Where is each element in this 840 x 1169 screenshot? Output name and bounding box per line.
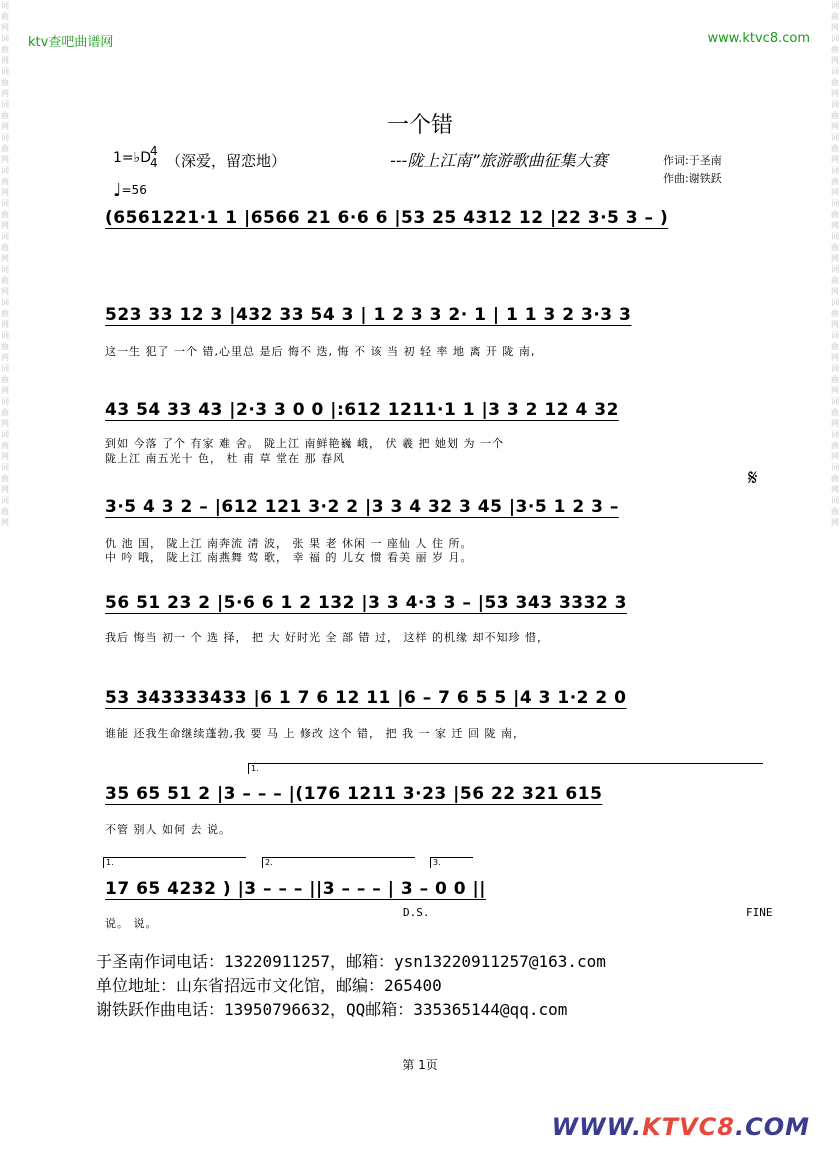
contact-composer: 谢铁跃作曲电话：13950796632，QQ邮箱：335365144@qq.com [96,1000,568,1019]
notation-line-5: 56 51 23 2 |5·6 6 1 2 132 |3 3 4·3 3 – |53 343 3332 3 [105,593,628,613]
volta-first-ending: 1. [248,763,763,774]
page-number: 第 1页 [402,1058,438,1072]
lyric-line-3b: 陇上江 南五光十 色， 杜 甫 草 堂在 那 春风 [105,452,345,465]
meter-top: 4 [150,144,158,158]
lyric-line-5: 我后 悔当 初一 个 选 择， 把 大 好时光 全 部 错 过， 这样 的机缘 却不知珍 惜， [105,631,549,644]
fine-marking: FINE [746,906,773,919]
segno-sign: 𝄋 [748,466,758,491]
logo-prefix: WWW. [551,1113,643,1141]
contact-address: 单位地址：山东省招远市文化馆，邮编：265400 [96,976,442,995]
lyric-line-7: 不管 别人 如何 去 说。 [105,823,231,836]
logo-suffix: .COM [734,1113,810,1141]
watermark-left: 词曲网词曲网词曲网词曲网词曲网词曲网词曲网词曲网词曲网词曲网词曲网词曲网词曲网词曲网词曲网词曲网 [1,1,9,527]
song-title: 一个错 [386,113,453,138]
contest-subtitle: ---陇上江南”旅游歌曲征集大赛 [390,151,608,170]
notation-line-2: 523 33 12 3 |432 33 54 3 | 1 2 3 3 2· 1 | 1 1 3 2 3·3 3 [105,305,632,325]
expression-marking: （深爱，留恋地） [166,152,287,170]
logo-brand: KTVC8 [642,1113,735,1141]
volta-third-ending: 3. [430,857,473,868]
key-signature: 1=♭D [113,150,152,166]
volta-second-ending: 2. [262,857,415,868]
notation-line-1: (6561221·1 1 |6566 21 6·6 6 |53 25 4312 12 |22 3·5 3 – ) [105,208,669,228]
tempo-marking [113,180,147,201]
notation-line-4: 3·5 4 3 2 – |612 121 3·2 2 |3 3 4 32 3 45 |3·5 1 2 3 – [105,497,619,517]
lyricist-credit: 作词:于圣南 [663,154,722,167]
site-url-right[interactable]: www.ktvc8.com [707,31,810,46]
volta-first-ending-b: 1. [103,857,246,868]
lyric-line-8: 说。 说。 [105,917,158,930]
site-logo[interactable] [552,1113,810,1141]
site-name-left[interactable]: ktv查吧曲谱网 [28,35,114,50]
ds-marking: D.S. [403,906,430,919]
notation-line-6: 53 343333433 |6 1 7 6 12 11 |6 – 7 6 5 5 |4 3 1·2 2 0 [105,688,627,708]
notation-line-7: 35 65 51 2 |3 – – – |(176 1211 3·23 |56 22 321 615 [105,784,603,804]
lyric-line-2: 这一生 犯了 一个 错,心里总 是后 悔不 迭, 悔 不 该 当 初 轻 率 地 离 开 陇 南, [105,345,536,358]
time-signature [150,145,158,169]
watermark-right: 词曲网词曲网词曲网词曲网词曲网词曲网词曲网词曲网词曲网词曲网词曲网词曲网词曲网词曲网词曲网词曲网 [831,1,839,527]
notation-line-8: 17 65 4232 ) |3 – – – ||3 – – – | 3 – 0 0 || [105,879,486,899]
tempo-value: =56 [121,183,147,197]
lyric-line-6: 谁能 还我生命继续蓬勃,我 要 马 上 修改 这个 错， 把 我 一 家 迁 回 陇 南， [105,727,525,740]
lyric-line-4b: 中 吟 哦， 陇上江 南燕舞 莺 歌， 幸 福 的 儿女 惯 看美 丽 岁 月。 [105,551,473,564]
lyric-line-4a: 仇 池 国， 陇上江 南奔流 清 波， 张 果 老 休闲 一 座仙 人 住 所。 [105,537,473,550]
meter-bottom: 4 [150,156,158,170]
composer-credit: 作曲:谢铁跃 [663,172,722,185]
contact-lyricist: 于圣南作词电话：13220911257，邮箱：ysn13220911257@163.com [96,952,606,971]
lyric-line-3a: 到如 今落 了个 有家 难 舍。 陇上江 南鲜艳巍 峨， 伏 羲 把 她划 为 一个 [105,437,504,450]
notation-line-3: 43 54 33 43 |2·3 3 0 0 |:612 1211·1 1 |3 3 2 12 4 32 [105,400,619,420]
quarter-note-icon: ♩ [113,180,122,201]
